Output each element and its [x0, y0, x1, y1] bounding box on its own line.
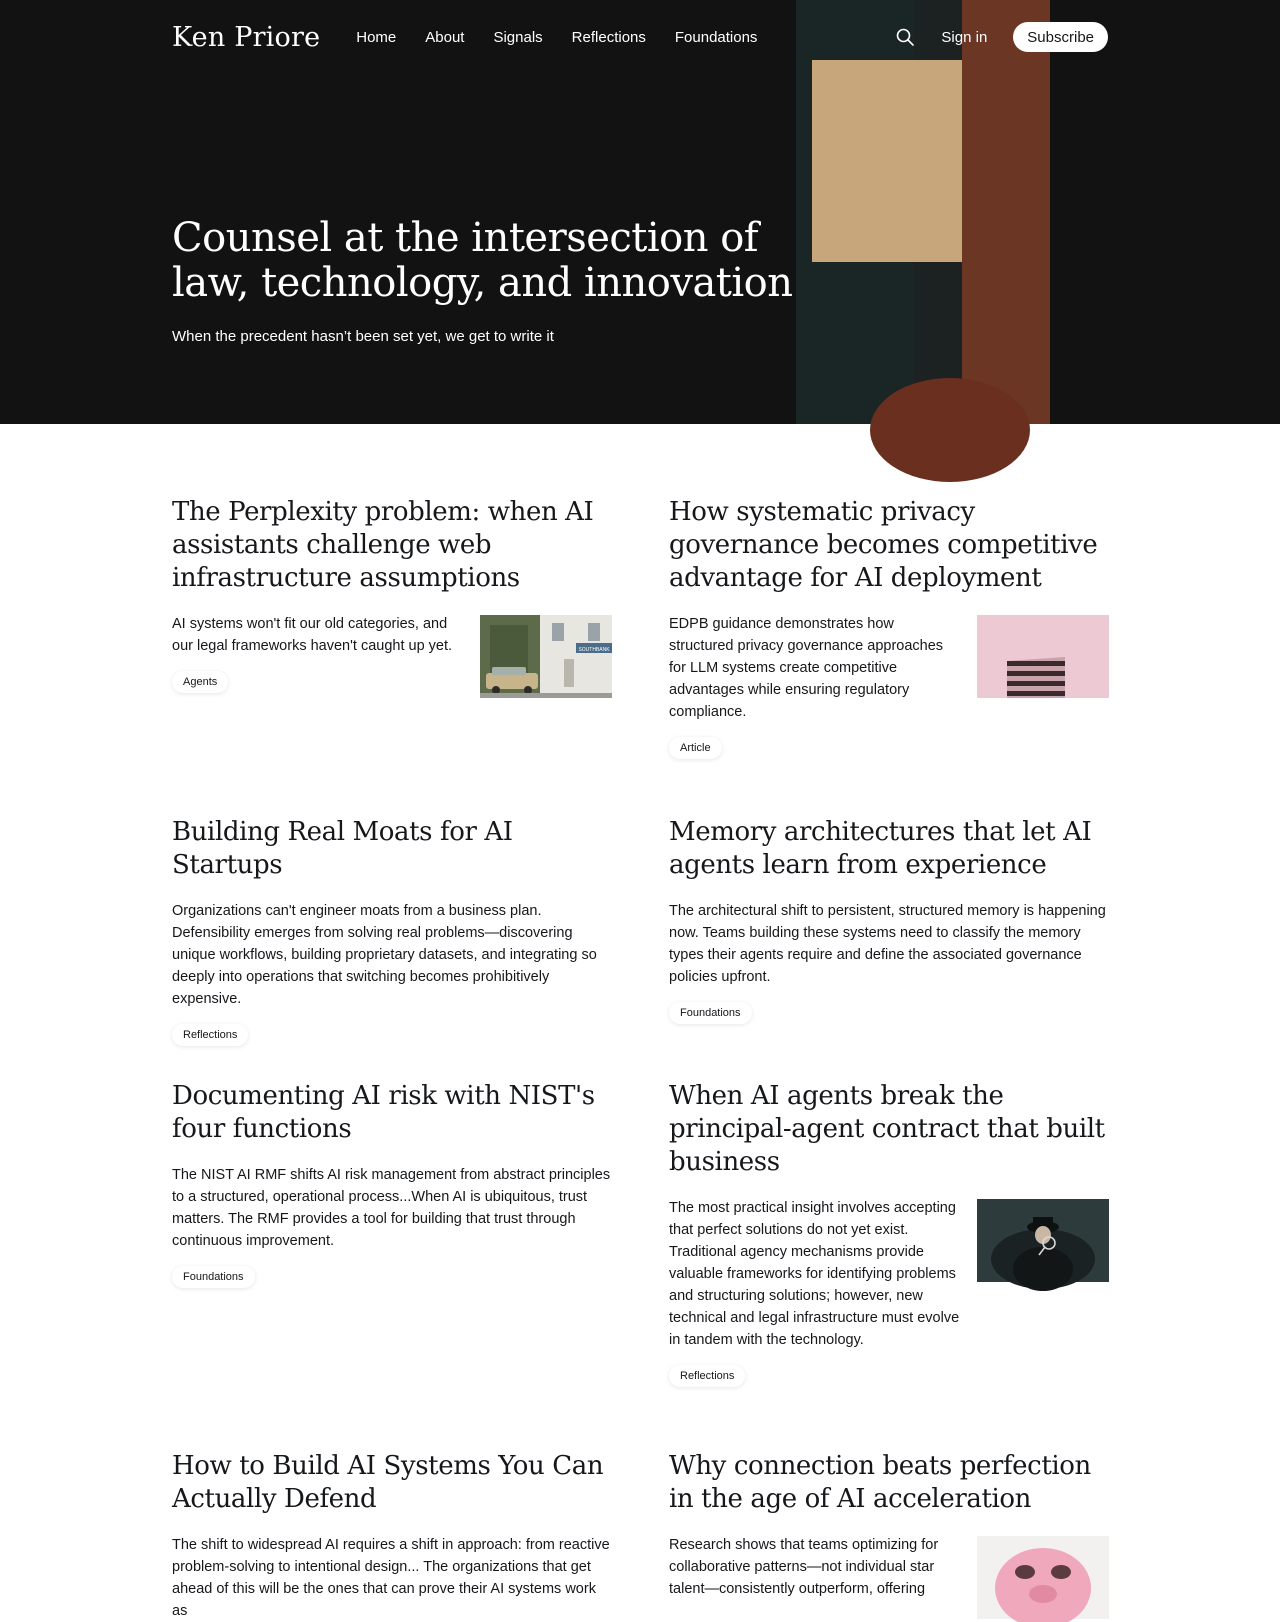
post-body [669, 613, 1109, 759]
post-title[interactable]: The Perplexity problem: when AI assistants challenge web infrastructure assumptions [172, 497, 594, 593]
site-logo[interactable]: Ken Priore [172, 21, 321, 53]
top-navigation [172, 0, 1108, 74]
post-excerpt: The architectural shift to persistent, structured memory is happening now. Teams building these systems need to classify the memory types their agents require and define the associated governance policies upfront. [669, 903, 1106, 985]
post-thumbnail[interactable] [977, 1199, 1109, 1282]
post-title[interactable]: Why connection beats perfection in the age of AI acceleration [669, 1451, 1091, 1514]
post-excerpt: Research shows that teams optimizing for collaborative patterns—not individual star talent—consistently outperform, offering [669, 1537, 939, 1597]
post-body [172, 1534, 612, 1622]
post-tag[interactable]: Article [669, 737, 722, 759]
nav-signals[interactable]: Signals [493, 28, 543, 46]
hero-subtitle: When the precedent hasn’t been set yet, we get to write it [172, 328, 554, 345]
post-excerpt: Organizations can't engineer moats from a business plan. Defensibility emerges from solving real problems—discovering unique workflows, building proprietary datasets, and integrating so deeply into operations that switching becomes prohibitively expensive. [172, 903, 597, 1007]
post-card[interactable] [172, 816, 612, 1046]
post-tag[interactable]: Foundations [172, 1266, 255, 1288]
nav-about[interactable]: About [425, 28, 465, 46]
post-tag[interactable]: Reflections [172, 1024, 248, 1046]
hero-title-line-2: law, technology, and innovation [172, 260, 793, 306]
post-card[interactable] [669, 816, 1109, 1024]
post-excerpt: AI systems won't fit our old categories, and our legal frameworks haven't caught up yet. [172, 616, 453, 654]
post-body [172, 613, 612, 698]
post-card[interactable] [669, 1450, 1109, 1619]
subscribe-button[interactable]: Subscribe [1013, 22, 1108, 52]
post-title[interactable]: Documenting AI risk with NIST's four functions [172, 1081, 595, 1144]
post-title[interactable]: Building Real Moats for AI Startups [172, 817, 513, 880]
post-feed [0, 424, 1280, 1619]
post-title[interactable]: How to Build AI Systems You Can Actually Defend [172, 1451, 604, 1514]
sign-in-link[interactable]: Sign in [941, 28, 988, 46]
post-card[interactable] [172, 1450, 612, 1622]
thumb-sign: SOUTHBANK [578, 647, 610, 653]
post-excerpt: The NIST AI RMF shifts AI risk management from abstract principles to a structured, operational process...When AI is ubiquitous, trust matters. The RMF provides a tool for building that trust through continuous improvement. [172, 1167, 611, 1249]
post-body [172, 1164, 612, 1288]
hero-text [172, 216, 812, 345]
post-card[interactable] [669, 496, 1109, 759]
post-body [669, 1534, 1109, 1619]
post-title[interactable]: When AI agents break the principal-agent contract that built business [669, 1081, 1105, 1177]
nav-foundations[interactable]: Foundations [674, 28, 758, 46]
nav-actions [895, 22, 1108, 52]
post-body [669, 900, 1109, 1024]
search-icon[interactable] [895, 27, 915, 47]
post-tag[interactable]: Foundations [669, 1002, 752, 1024]
nav-home[interactable]: Home [356, 28, 397, 46]
hero-section [0, 0, 1280, 424]
post-card[interactable] [669, 1080, 1109, 1387]
post-card[interactable] [172, 496, 612, 698]
post-thumbnail[interactable] [480, 615, 612, 698]
post-title[interactable]: How systematic privacy governance becomes competitive advantage for AI deployment [669, 497, 1098, 593]
nav-reflections[interactable]: Reflections [571, 28, 646, 46]
post-tag[interactable]: Agents [172, 671, 228, 693]
nav-links [356, 29, 757, 46]
post-excerpt: EDPB guidance demonstrates how structured privacy governance approaches for LLM systems create competitive advantages while ensuring regulatory compliance. [669, 616, 944, 720]
post-excerpt: The shift to widespread AI requires a shift in approach: from reactive problem-solving to intentional design... The organizations that get ahead of this will be the ones that can prove their AI systems work as [172, 1537, 610, 1619]
post-body [669, 1197, 1109, 1387]
post-body [172, 900, 612, 1046]
post-excerpt: The most practical insight involves accepting that perfect solutions do not yet exist. Traditional agency mechanisms provide valuable frameworks for identifying problems and structuring solutions; however, new technical and legal infrastructure must evolve in tandem with the technology. [669, 1200, 960, 1348]
post-thumbnail[interactable] [977, 615, 1109, 698]
post-thumbnail[interactable] [977, 1536, 1109, 1619]
hero-title [172, 216, 812, 306]
post-title[interactable]: Memory architectures that let AI agents learn from experience [669, 817, 1092, 880]
post-tag[interactable]: Reflections [669, 1365, 745, 1387]
post-card[interactable] [172, 1080, 612, 1288]
hero-title-line-1: Counsel at the intersection of [172, 215, 759, 261]
